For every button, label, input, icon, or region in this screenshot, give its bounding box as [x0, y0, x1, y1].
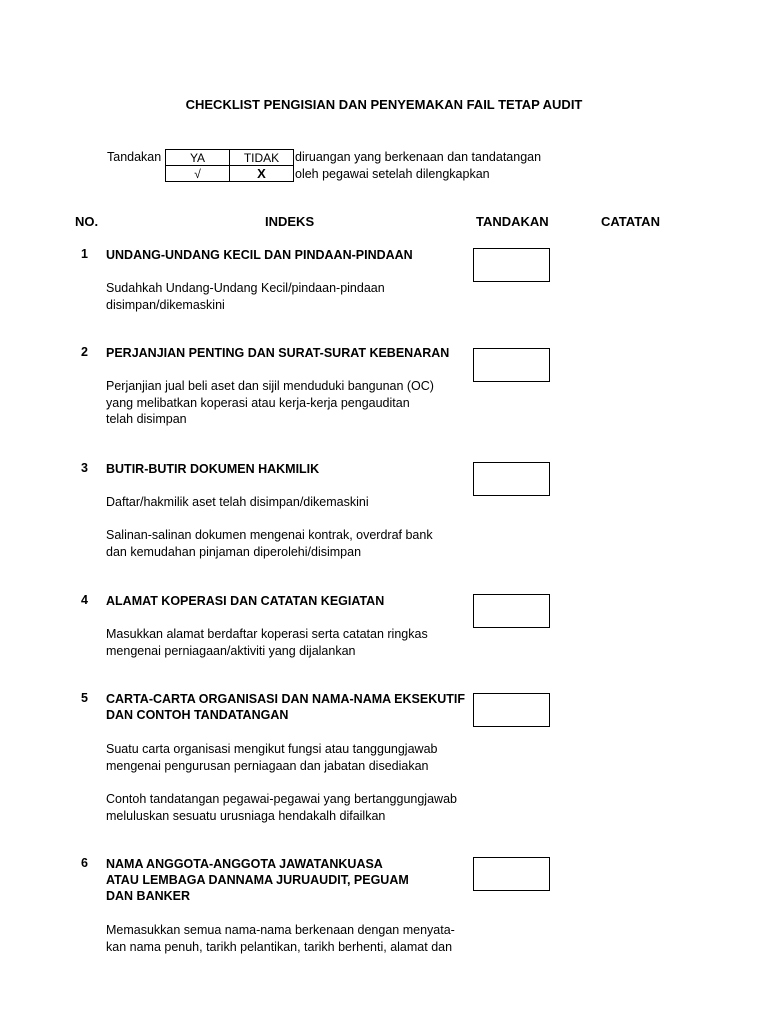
item-heading: UNDANG-UNDANG KECIL DAN PINDAAN-PINDAAN — [106, 248, 413, 262]
item-heading: ATAU LEMBAGA DANNAMA JURUAUDIT, PEGUAM — [106, 873, 409, 887]
column-header-index: INDEKS — [265, 214, 315, 229]
item-heading: DAN BANKER — [106, 889, 191, 903]
item-number: 4 — [81, 593, 88, 607]
legend-no-mark: X — [230, 166, 294, 182]
item-text: telah disimpan — [106, 412, 187, 426]
item-text: Suatu carta organisasi mengikut fungsi atau tanggungjawab — [106, 742, 438, 756]
tandakan-checkbox[interactable] — [473, 348, 550, 382]
item-text: Contoh tandatangan pegawai-pegawai yang bertanggungjawab — [106, 792, 457, 806]
tandakan-checkbox[interactable] — [473, 462, 550, 496]
item-text: Masukkan alamat berdaftar koperasi serta catatan ringkas — [106, 627, 428, 641]
item-text: disimpan/dikemaskini — [106, 297, 225, 312]
item-text: Sudahkah Undang-Undang Kecil/pindaan-pindaan — [106, 281, 385, 295]
legend-line-1: diruangan yang berkenaan dan tandatangan — [295, 150, 542, 164]
legend-yes-mark: √ — [166, 166, 230, 182]
item-heading: CARTA-CARTA ORGANISASI DAN NAMA-NAMA EKSEKUTIF — [106, 692, 466, 706]
item-text: meluluskan sesuatu urusniaga hendakalh difailkan — [106, 808, 386, 823]
column-header-notes: CATATAN — [601, 214, 660, 229]
item-number: 3 — [81, 461, 88, 475]
column-header-mark: TANDAKAN — [476, 214, 549, 229]
tandakan-checkbox[interactable] — [473, 857, 550, 891]
tandakan-checkbox[interactable] — [473, 594, 550, 628]
item-heading: BUTIR-BUTIR DOKUMEN HAKMILIK — [106, 462, 320, 476]
item-text: kan nama penuh, tarikh pelantikan, tarikh berhenti, alamat dan — [106, 939, 453, 954]
item-text: Daftar/hakmilik aset telah disimpan/dikemaskini — [106, 495, 369, 509]
legend-table — [165, 149, 294, 182]
tandakan-checkbox[interactable] — [473, 693, 550, 727]
item-text: Perjanjian jual beli aset dan sijil menduduki bangunan (OC) — [106, 379, 434, 393]
legend-line-2: oleh pegawai setelah dilengkapkan — [295, 167, 490, 181]
item-number: 1 — [81, 247, 88, 261]
item-heading: PERJANJIAN PENTING DAN SURAT-SURAT KEBENARAN — [106, 346, 450, 360]
item-text: mengenai perniagaan/aktiviti yang dijalankan — [106, 643, 356, 658]
legend-no-label: TIDAK — [230, 150, 294, 166]
item-text: Salinan-salinan dokumen mengenai kontrak, overdraf bank — [106, 528, 433, 542]
item-number: 5 — [81, 691, 88, 705]
item-heading: ALAMAT KOPERASI DAN CATATAN KEGIATAN — [106, 594, 385, 608]
item-heading: NAMA ANGGOTA-ANGGOTA JAWATANKUASA — [106, 857, 383, 871]
column-header-no: NO. — [75, 214, 99, 229]
item-text: Memasukkan semua nama-nama berkenaan dengan menyata- — [106, 923, 455, 937]
tandakan-checkbox[interactable] — [473, 248, 550, 282]
item-number: 6 — [81, 856, 88, 870]
item-text: dan kemudahan pinjaman diperolehi/disimpan — [106, 544, 362, 559]
item-text: mengenai pengurusan perniagaan dan jabatan disediakan — [106, 758, 429, 773]
item-heading: DAN CONTOH TANDATANGAN — [106, 708, 289, 722]
legend-yes-label: YA — [166, 150, 230, 166]
item-number: 2 — [81, 345, 88, 359]
item-text: yang melibatkan koperasi atau kerja-kerja pengauditan — [106, 395, 410, 410]
page-title: CHECKLIST PENGISIAN DAN PENYEMAKAN FAIL TETAP AUDIT — [185, 97, 583, 112]
legend-prefix: Tandakan — [107, 150, 162, 164]
